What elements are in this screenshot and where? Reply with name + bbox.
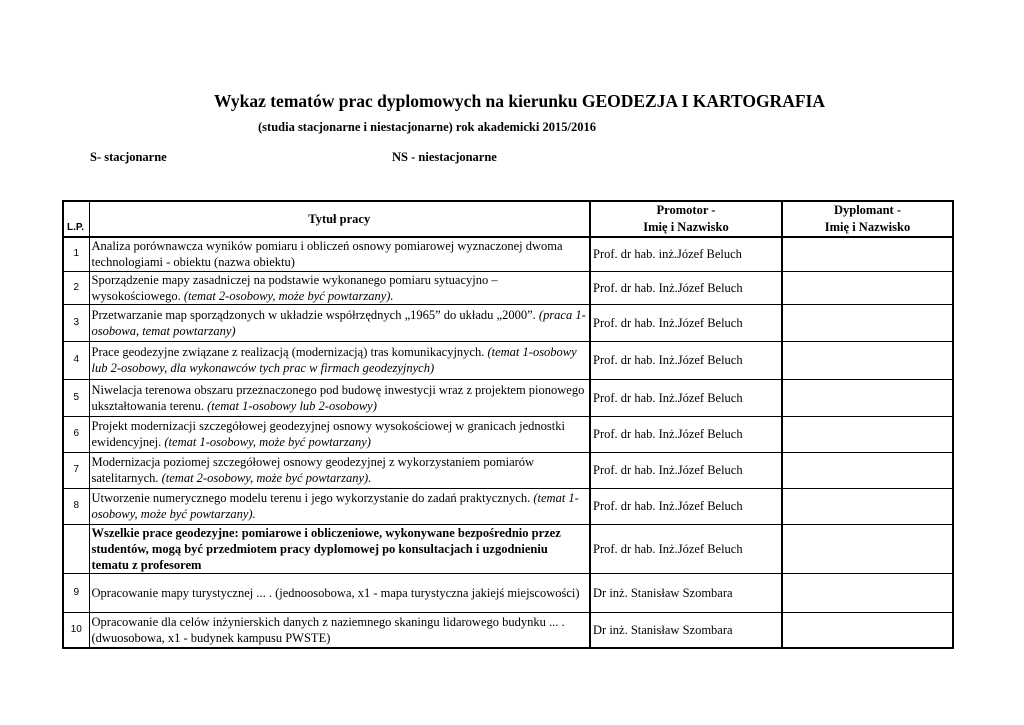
row-promotor: Prof. dr hab. Inż.Józef Beluch xyxy=(590,379,782,416)
table-row xyxy=(63,237,953,271)
row-promotor: Dr inż. Stanisław Szombara xyxy=(590,573,782,612)
row-lp: 10 xyxy=(63,612,89,648)
legend-stacjonarne: S- stacjonarne xyxy=(90,150,167,164)
header-lp: L.P. xyxy=(63,201,89,237)
row-lp: 8 xyxy=(63,488,89,524)
row-dyplomant xyxy=(782,612,953,648)
header-promotor-line2: Imię i Nazwisko xyxy=(643,220,729,234)
row-lp: 1 xyxy=(63,237,89,271)
row-dyplomant xyxy=(782,341,953,379)
row-promotor: Prof. dr hab. Inż.Józef Beluch xyxy=(590,488,782,524)
row-dyplomant xyxy=(782,379,953,416)
row-title-cell xyxy=(89,573,590,612)
row-promotor: Dr inż. Stanisław Szombara xyxy=(590,612,782,648)
row-title: Niwelacja terenowa obszaru przeznaczonego pod budowę inwestycji wraz z projektem pionowego ukształtowania terenu. xyxy=(91,382,585,413)
row-title-cell xyxy=(89,416,590,452)
row-note: (praca 1-osobowa, temat powtarzany) xyxy=(91,307,586,338)
table-row xyxy=(63,416,953,452)
header-promotor xyxy=(590,201,782,237)
row-title: Sporządzenie mapy zasadniczej na podstawie wykonanego pomiaru sytuacyjno – wysokościowego. xyxy=(91,272,498,303)
row-note: (temat 1-osobowy, może być powtarzany) xyxy=(161,435,371,449)
row-title-cell xyxy=(89,488,590,524)
table-row xyxy=(63,524,953,573)
row-dyplomant xyxy=(782,237,953,271)
header-dyplomant-line1: Dyplomant - xyxy=(833,203,902,217)
header-dyplomant xyxy=(782,201,953,237)
row-title-cell xyxy=(89,379,590,416)
row-lp: 2 xyxy=(63,271,89,304)
row-dyplomant xyxy=(782,524,953,573)
row-promotor: Prof. dr hab. Inż.Józef Beluch xyxy=(590,304,782,341)
row-title-cell xyxy=(89,524,590,573)
row-promotor: Prof. dr hab. Inż.Józef Beluch xyxy=(590,416,782,452)
row-title: Przetwarzanie map sporządzonych w układzie współrzędnych „1965” do układu „2000”. xyxy=(91,307,536,322)
header-dyplomant-line2: Imię i Nazwisko xyxy=(824,220,911,234)
row-title-cell xyxy=(89,237,590,271)
table-row xyxy=(63,304,953,341)
table-row xyxy=(63,271,953,304)
row-dyplomant xyxy=(782,452,953,488)
document-subtitle: (studia stacjonarne i niestacjonarne) rok akademicki 2015/2016 xyxy=(258,120,596,134)
table-row xyxy=(63,573,953,612)
row-title: Projekt modernizacji szczegółowej geodezyjnej osnowy wysokościowej w granicach jednostki ewidencyjnej. xyxy=(91,419,565,449)
row-title-cell xyxy=(89,304,590,341)
table-header-row xyxy=(63,201,953,237)
row-lp xyxy=(63,524,89,573)
row-title: Prace geodezyjne związane z realizacją (modernizacją) tras komunikacyjnych. xyxy=(91,345,485,359)
row-title: Analiza porównawcza wyników pomiaru i obliczeń osnowy pomiarowej wyznaczonej dwoma technologiami - obiektu (nazwa obiektu) xyxy=(91,239,563,270)
row-title: Utworzenie numerycznego modelu terenu i jego wykorzystanie do zadań praktycznych. xyxy=(91,491,531,505)
row-promotor: Prof. dr hab. Inż.Józef Beluch xyxy=(590,452,782,488)
row-title-cell xyxy=(89,271,590,304)
row-dyplomant xyxy=(782,573,953,612)
row-promotor: Prof. dr hab. Inż.Józef Beluch xyxy=(590,341,782,379)
document-title: Wykaz tematów prac dyplomowych na kierunku GEODEZJA I KARTOGRAFIA xyxy=(214,91,825,111)
row-dyplomant xyxy=(782,271,953,304)
table-row xyxy=(63,452,953,488)
row-note: (temat 2-osobowy, może być powtarzany). xyxy=(180,288,394,303)
row-promotor: Prof. dr hab. Inż.Józef Beluch xyxy=(590,524,782,573)
row-title-cell xyxy=(89,612,590,648)
row-dyplomant xyxy=(782,304,953,341)
row-lp: 9 xyxy=(63,573,89,612)
row-lp: 3 xyxy=(63,304,89,341)
row-note: (temat 1-osobowy lub 2-osobowy, dla wykonawców tych prac w firmach geodezyjnych) xyxy=(91,345,577,375)
header-title: Tytuł pracy xyxy=(89,201,590,237)
row-title: Wszelkie prace geodezyjne: pomiarowe i obliczeniowe, wykonywane bezpośrednio przez studentów, mogą być przedmiotem pracy dyplomowej po konsultacjach i uzgodnieniu tematu z profesorem xyxy=(91,525,561,572)
row-title-cell xyxy=(89,341,590,379)
legend-niestacjonarne: NS - niestacjonarne xyxy=(392,150,497,164)
row-lp: 7 xyxy=(63,452,89,488)
table-row xyxy=(63,612,953,648)
row-title: Opracowanie dla celów inżynierskich danych z naziemnego skaningu lidarowego budynku ... . (dwuosobowa, x1 - budynek kampusu PWSTE) xyxy=(91,614,565,645)
row-note: (temat 1-osobowy lub 2-osobowy) xyxy=(203,398,377,413)
row-title: Opracowanie mapy turystycznej ... . (jednoosobowa, x1 - mapa turystyczna jakiejś miejscowości) xyxy=(91,585,580,600)
topics-table xyxy=(62,200,954,649)
row-promotor: Prof. dr hab. Inż.Józef Beluch xyxy=(590,271,782,304)
row-lp: 6 xyxy=(63,416,89,452)
row-lp: 4 xyxy=(63,341,89,379)
row-promotor: Prof. dr hab. inż.Józef Beluch xyxy=(590,237,782,271)
table-row xyxy=(63,488,953,524)
header-promotor-line1: Promotor - xyxy=(656,203,716,217)
row-note: (temat 2-osobowy, może być powtarzany). xyxy=(158,471,372,485)
row-title-cell xyxy=(89,452,590,488)
row-dyplomant xyxy=(782,416,953,452)
row-title: Modernizacja poziomej szczegółowej osnowy geodezyjnej z wykorzystaniem pomiarów satelitarnych. xyxy=(91,455,535,485)
row-lp: 5 xyxy=(63,379,89,416)
table-row xyxy=(63,379,953,416)
row-note: (temat 1-osobowy, może być powtarzany). xyxy=(91,491,579,521)
row-dyplomant xyxy=(782,488,953,524)
table-row xyxy=(63,341,953,379)
